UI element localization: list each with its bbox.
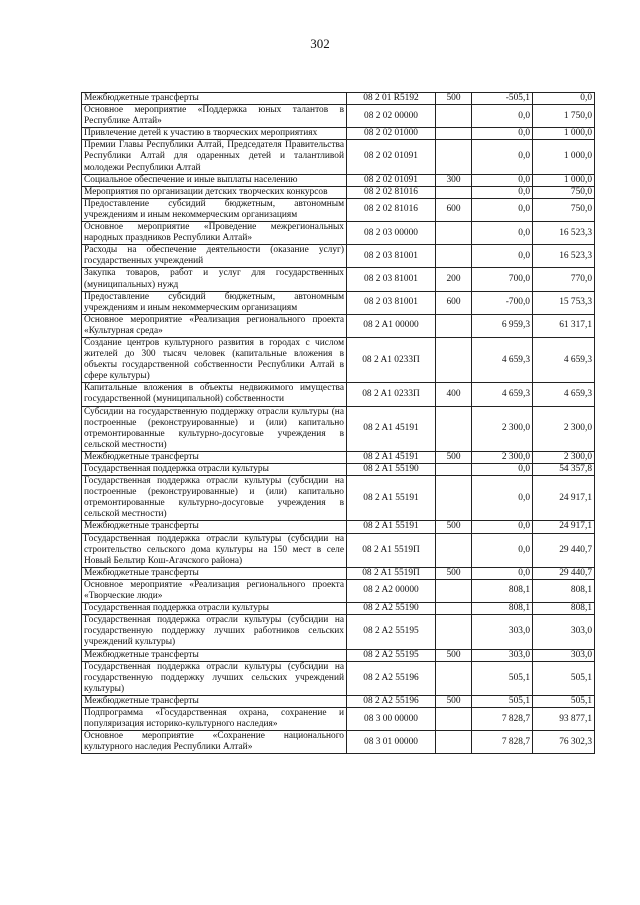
cell-name: Государственная поддержка отрасли культуры (субсидии на построенные (реконструированные) и (или) капитально отремонтированные культурно-досуговые учреждения в сельской местности) — [82, 476, 347, 521]
cell-code: 08 2 02 81016 — [347, 186, 436, 198]
cell-expense-type — [436, 105, 472, 128]
cell-change-amount: 0,0 — [472, 222, 533, 245]
cell-code: 08 2 02 01091 — [347, 174, 436, 186]
cell-name: Привлечение детей к участию в творческих мероприятиях — [82, 128, 347, 140]
cell-change-amount: 4 659,3 — [472, 337, 533, 382]
cell-code: 08 2 03 81001 — [347, 268, 436, 291]
cell-total-amount: 1 000,0 — [533, 174, 595, 186]
cell-change-amount: -505,1 — [472, 93, 533, 105]
cell-expense-type — [436, 464, 472, 476]
cell-change-amount: 303,0 — [472, 615, 533, 649]
cell-total-amount: 16 523,3 — [533, 245, 595, 268]
cell-code: 08 3 01 00000 — [347, 731, 436, 754]
table-row — [82, 140, 595, 174]
table-row — [82, 661, 595, 695]
cell-change-amount: 0,0 — [472, 476, 533, 521]
cell-code: 08 2 A1 5519П — [347, 533, 436, 567]
cell-total-amount: 4 659,3 — [533, 383, 595, 406]
cell-expense-type: 600 — [436, 198, 472, 221]
cell-total-amount: 93 877,1 — [533, 707, 595, 730]
cell-name: Межбюджетные трансферты — [82, 521, 347, 533]
cell-code: 08 2 A2 55195 — [347, 615, 436, 649]
cell-total-amount: 61 317,1 — [533, 314, 595, 337]
cell-code: 08 2 03 00000 — [347, 222, 436, 245]
cell-total-amount: 505,1 — [533, 695, 595, 707]
cell-code: 08 2 A1 55191 — [347, 521, 436, 533]
cell-total-amount: 15 753,3 — [533, 291, 595, 314]
cell-code: 08 2 02 81016 — [347, 198, 436, 221]
table-row — [82, 451, 595, 463]
cell-expense-type: 500 — [436, 451, 472, 463]
table-row — [82, 579, 595, 602]
cell-expense-type — [436, 533, 472, 567]
table-row — [82, 603, 595, 615]
cell-expense-type: 300 — [436, 174, 472, 186]
cell-code: 08 2 03 81001 — [347, 245, 436, 268]
table-row — [82, 314, 595, 337]
cell-total-amount: 16 523,3 — [533, 222, 595, 245]
cell-name: Основное мероприятие «Реализация регионального проекта «Творческие люди» — [82, 579, 347, 602]
page-number: 302 — [310, 36, 330, 51]
cell-name: Межбюджетные трансферты — [82, 93, 347, 105]
cell-total-amount: 29 440,7 — [533, 533, 595, 567]
table-row — [82, 268, 595, 291]
cell-change-amount: 0,0 — [472, 128, 533, 140]
cell-expense-type — [436, 731, 472, 754]
table-row — [82, 291, 595, 314]
cell-name: Государственная поддержка отрасли культуры — [82, 464, 347, 476]
table-row — [82, 533, 595, 567]
cell-name: Закупка товаров, работ и услуг для государственных (муниципальных) нужд — [82, 268, 347, 291]
cell-change-amount: 0,0 — [472, 464, 533, 476]
cell-change-amount: 808,1 — [472, 579, 533, 602]
cell-name: Расходы на обеспечение деятельности (оказание услуг) государственных учреждений — [82, 245, 347, 268]
cell-code: 08 2 A1 00000 — [347, 314, 436, 337]
cell-change-amount: 4 659,3 — [472, 383, 533, 406]
cell-code: 08 2 02 00000 — [347, 105, 436, 128]
cell-expense-type — [436, 186, 472, 198]
cell-code: 08 2 02 01000 — [347, 128, 436, 140]
cell-total-amount: 24 917,1 — [533, 476, 595, 521]
cell-total-amount: 303,0 — [533, 615, 595, 649]
cell-code: 08 2 A1 5519П — [347, 567, 436, 579]
cell-change-amount: 7 828,7 — [472, 707, 533, 730]
cell-code: 08 2 A1 55191 — [347, 476, 436, 521]
cell-change-amount: 0,0 — [472, 140, 533, 174]
cell-name: Подпрограмма «Государственная охрана, сохранение и популяризация историко-культурного наследия» — [82, 707, 347, 730]
cell-name: Премии Главы Республики Алтай, Председателя Правительства Республики Алтай для одаренных детей и талантливой молодежи Республики Алтай — [82, 140, 347, 174]
table-row — [82, 649, 595, 661]
cell-name: Государственная поддержка отрасли культуры (субсидии на государственную поддержку лучших работников сельских учреждений культуры) — [82, 615, 347, 649]
cell-code: 08 2 A2 55190 — [347, 603, 436, 615]
table-row — [82, 707, 595, 730]
cell-code: 08 2 03 81001 — [347, 291, 436, 314]
cell-expense-type — [436, 476, 472, 521]
cell-change-amount: 7 828,7 — [472, 731, 533, 754]
table-row — [82, 464, 595, 476]
cell-name: Основное мероприятие «Проведение межрегиональных народных праздников Республики Алтай» — [82, 222, 347, 245]
cell-code: 08 2 A2 55196 — [347, 695, 436, 707]
cell-code: 08 2 01 R5192 — [347, 93, 436, 105]
cell-name: Основное мероприятие «Реализация регионального проекта «Культурная среда» — [82, 314, 347, 337]
cell-expense-type — [436, 707, 472, 730]
cell-total-amount: 1 000,0 — [533, 128, 595, 140]
cell-name: Мероприятия по организации детских творческих конкурсов — [82, 186, 347, 198]
cell-total-amount: 2 300,0 — [533, 451, 595, 463]
table-row — [82, 186, 595, 198]
cell-expense-type — [436, 337, 472, 382]
cell-name: Межбюджетные трансферты — [82, 451, 347, 463]
cell-change-amount: 2 300,0 — [472, 451, 533, 463]
cell-expense-type — [436, 661, 472, 695]
table-row — [82, 695, 595, 707]
cell-name: Социальное обеспечение и иные выплаты населению — [82, 174, 347, 186]
cell-total-amount: 76 302,3 — [533, 731, 595, 754]
cell-expense-type — [436, 603, 472, 615]
cell-change-amount: 0,0 — [472, 174, 533, 186]
cell-expense-type — [436, 222, 472, 245]
table-row — [82, 615, 595, 649]
table-row — [82, 406, 595, 451]
cell-total-amount: 750,0 — [533, 186, 595, 198]
cell-expense-type: 500 — [436, 649, 472, 661]
cell-total-amount: 2 300,0 — [533, 406, 595, 451]
cell-code: 08 2 A1 0233П — [347, 383, 436, 406]
table-row — [82, 731, 595, 754]
cell-total-amount: 4 659,3 — [533, 337, 595, 382]
cell-expense-type: 500 — [436, 93, 472, 105]
cell-code: 08 2 A1 0233П — [347, 337, 436, 382]
table-row — [82, 93, 595, 105]
cell-expense-type — [436, 406, 472, 451]
cell-expense-type — [436, 615, 472, 649]
cell-total-amount: 750,0 — [533, 198, 595, 221]
cell-expense-type — [436, 140, 472, 174]
cell-change-amount: 700,0 — [472, 268, 533, 291]
cell-name: Основное мероприятие «Сохранение национального культурного наследия Республики Алтай» — [82, 731, 347, 754]
cell-expense-type — [436, 579, 472, 602]
table-row — [82, 198, 595, 221]
cell-expense-type — [436, 314, 472, 337]
cell-name: Создание центров культурного развития в городах с числом жителей до 300 тысяч человек (капитальные вложения в объекты государственной собственности Республики Алтай в сфере культуры) — [82, 337, 347, 382]
table-row — [82, 476, 595, 521]
table-row — [82, 105, 595, 128]
cell-code: 08 2 A2 00000 — [347, 579, 436, 602]
cell-change-amount: 0,0 — [472, 186, 533, 198]
budget-table-body — [82, 93, 595, 754]
cell-total-amount: 303,0 — [533, 649, 595, 661]
cell-expense-type — [436, 128, 472, 140]
cell-code: 08 2 02 01091 — [347, 140, 436, 174]
table-row — [82, 337, 595, 382]
table-row — [82, 222, 595, 245]
cell-code: 08 2 A1 45191 — [347, 451, 436, 463]
cell-total-amount: 1 000,0 — [533, 140, 595, 174]
cell-code: 08 2 A1 45191 — [347, 406, 436, 451]
cell-change-amount: 0,0 — [472, 245, 533, 268]
cell-name: Межбюджетные трансферты — [82, 649, 347, 661]
table-row — [82, 521, 595, 533]
cell-change-amount: 0,0 — [472, 533, 533, 567]
table-row — [82, 245, 595, 268]
cell-total-amount: 0,0 — [533, 93, 595, 105]
budget-table — [81, 92, 595, 754]
cell-name: Межбюджетные трансферты — [82, 567, 347, 579]
cell-expense-type: 500 — [436, 521, 472, 533]
cell-expense-type: 200 — [436, 268, 472, 291]
cell-name: Субсидии на государственную поддержку отрасли культуры (на построенные (реконструированные) и (или) капитально отремонтированные культурно-досуговые учреждения в сельской местности) — [82, 406, 347, 451]
cell-expense-type: 500 — [436, 567, 472, 579]
cell-code: 08 2 A1 55190 — [347, 464, 436, 476]
cell-total-amount: 24 917,1 — [533, 521, 595, 533]
cell-change-amount: 6 959,3 — [472, 314, 533, 337]
cell-name: Межбюджетные трансферты — [82, 695, 347, 707]
table-row — [82, 383, 595, 406]
table-row — [82, 174, 595, 186]
cell-code: 08 2 A2 55195 — [347, 649, 436, 661]
cell-change-amount: 505,1 — [472, 661, 533, 695]
cell-name: Предоставление субсидий бюджетным, автономным учреждениям и иным некоммерческим организациям — [82, 291, 347, 314]
cell-expense-type — [436, 245, 472, 268]
cell-total-amount: 808,1 — [533, 603, 595, 615]
cell-name: Государственная поддержка отрасли культуры (субсидии на строительство сельского дома культуры на 150 мест в селе Новый Бельтир Кош-Агачского района) — [82, 533, 347, 567]
table-row — [82, 567, 595, 579]
cell-name: Государственная поддержка отрасли культуры (субсидии на государственную поддержку лучших сельских учреждений культуры) — [82, 661, 347, 695]
cell-total-amount: 770,0 — [533, 268, 595, 291]
cell-expense-type: 500 — [436, 695, 472, 707]
cell-total-amount: 1 750,0 — [533, 105, 595, 128]
cell-total-amount: 54 357,8 — [533, 464, 595, 476]
cell-code: 08 2 A2 55196 — [347, 661, 436, 695]
cell-change-amount: 505,1 — [472, 695, 533, 707]
cell-change-amount: 0,0 — [472, 198, 533, 221]
cell-total-amount: 505,1 — [533, 661, 595, 695]
cell-expense-type: 400 — [436, 383, 472, 406]
cell-change-amount: 808,1 — [472, 603, 533, 615]
cell-name: Государственная поддержка отрасли культуры — [82, 603, 347, 615]
cell-total-amount: 29 440,7 — [533, 567, 595, 579]
cell-change-amount: 0,0 — [472, 105, 533, 128]
cell-name: Основное мероприятие «Поддержка юных талантов в Республике Алтай» — [82, 105, 347, 128]
cell-change-amount: 0,0 — [472, 521, 533, 533]
cell-change-amount: 303,0 — [472, 649, 533, 661]
cell-change-amount: 2 300,0 — [472, 406, 533, 451]
cell-expense-type: 600 — [436, 291, 472, 314]
cell-change-amount: -700,0 — [472, 291, 533, 314]
cell-change-amount: 0,0 — [472, 567, 533, 579]
cell-code: 08 3 00 00000 — [347, 707, 436, 730]
cell-total-amount: 808,1 — [533, 579, 595, 602]
cell-name: Предоставление субсидий бюджетным, автономным учреждениям и иным некоммерческим организациям — [82, 198, 347, 221]
table-row — [82, 128, 595, 140]
cell-name: Капитальные вложения в объекты недвижимого имущества государственной (муниципальной) собственности — [82, 383, 347, 406]
